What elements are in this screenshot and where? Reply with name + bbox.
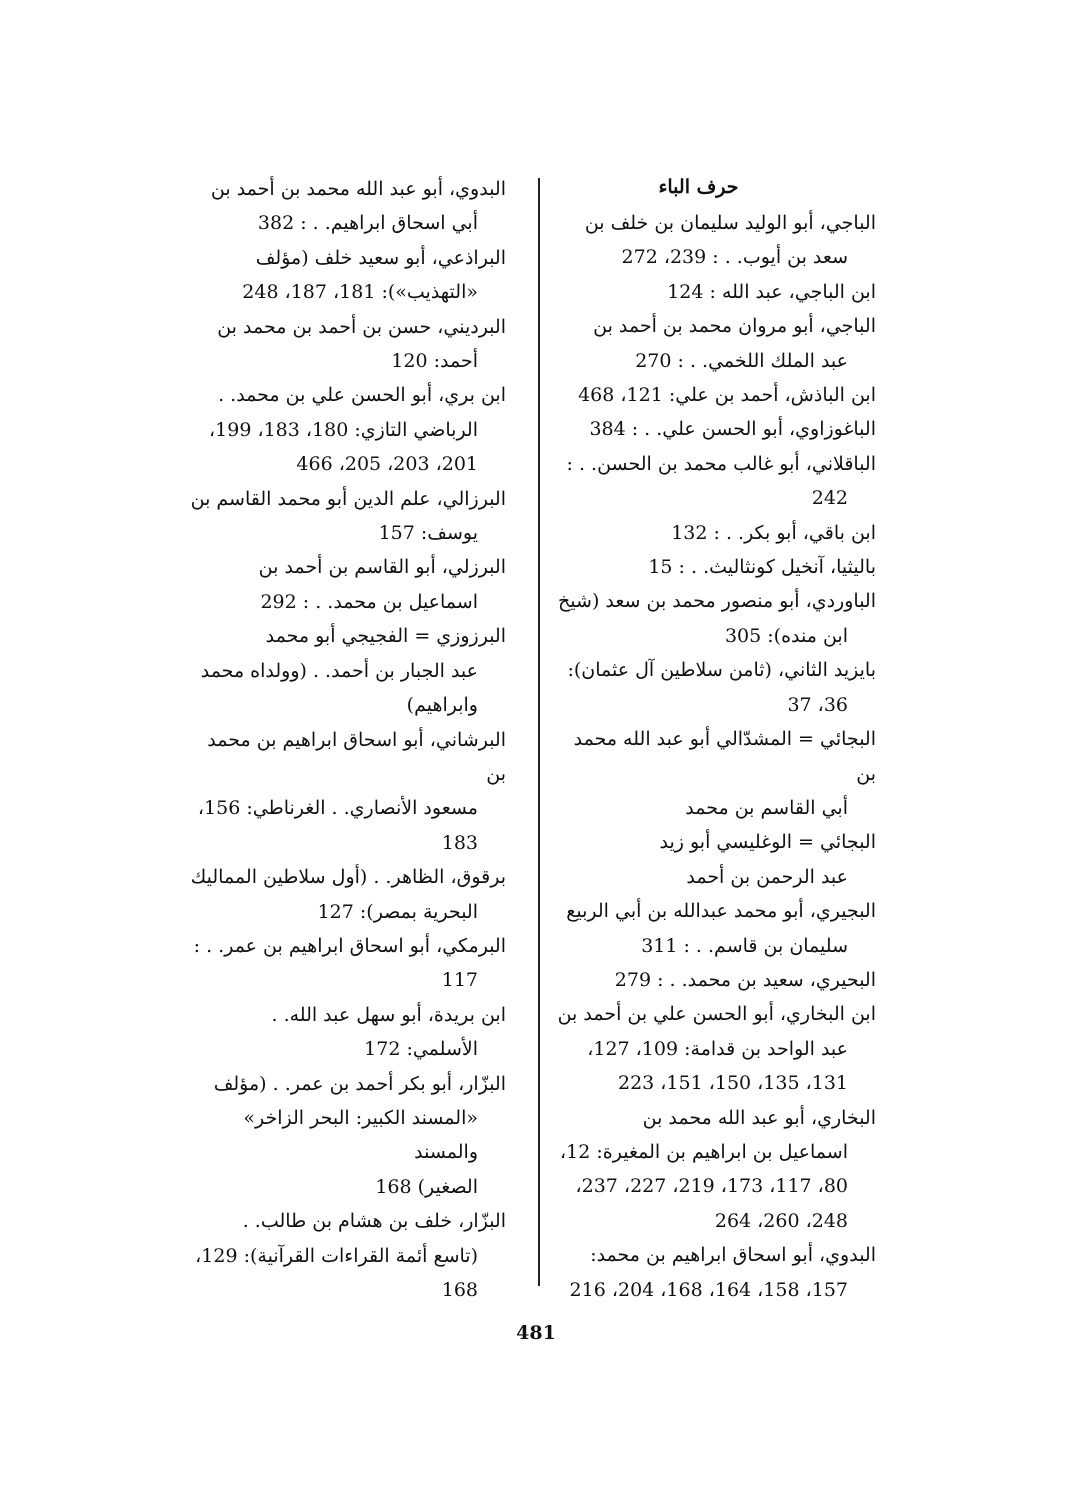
index-entry — [188, 929, 506, 998]
entry-continuation-line: الرباضي التازي: 180، 183، 199، — [209, 418, 478, 441]
index-entry — [188, 1067, 506, 1205]
entry-continuation-line: «المسند الكبير: البحر الزاخر» والمسند — [243, 1106, 478, 1164]
entry-heading-line: البرزوزي = الفجيجي أبو محمد — [265, 625, 506, 648]
left-entries — [188, 172, 506, 1307]
index-entry — [188, 723, 506, 861]
entry-continuation-line: اسماعيل بن محمد. . : 292 — [260, 590, 478, 613]
index-entry — [551, 584, 876, 653]
index-entry — [551, 412, 876, 446]
right-entries — [551, 206, 876, 1307]
index-entry — [551, 894, 876, 963]
index-entry — [188, 241, 506, 310]
index-entry — [551, 516, 876, 550]
entry-heading-line: الباجي، أبو الوليد سليمان بن خلف بن — [584, 212, 876, 234]
index-entry — [188, 172, 506, 241]
entry-heading-line: ابن الباجي، عبد الله : 124 — [667, 280, 876, 303]
entry-continuation-line: أحمد: 120 — [391, 350, 478, 373]
entry-continuation-line: مسعود الأنصاري. . الغرناطي: 156، — [197, 797, 478, 820]
index-entry — [551, 825, 876, 894]
entry-heading-line: ابن البخاري، أبو الحسن علي بن أحمد بن — [557, 1003, 876, 1026]
section-heading: حرف الباء — [658, 176, 739, 198]
index-entry — [551, 550, 876, 584]
entry-heading-line: ابن باقي، أبو بكر. . : 132 — [671, 521, 876, 544]
index-entry — [551, 275, 876, 309]
entry-heading-line: البراذعي، أبو سعيد خلف (مؤلف — [255, 246, 506, 269]
entry-continuation-line: 117 — [441, 969, 478, 992]
entry-continuation-line: 157، 158، 164، 168، 204، 216 — [569, 1278, 848, 1301]
index-entry — [188, 550, 506, 619]
right-column — [551, 172, 876, 1307]
entry-continuation-line: أبي اسحاق ابراهيم. . : 382 — [257, 212, 478, 235]
entry-heading-line: بايزيد الثاني، (ثامن سلاطين آل عثمان): — [567, 659, 876, 682]
entry-heading-line: البرزالي، علم الدين أبو محمد القاسم بن — [190, 487, 506, 510]
entry-heading-line: البرزلي، أبو القاسم بن أحمد بن — [258, 556, 506, 579]
entry-continuation-line: سليمان بن قاسم. . : 311 — [641, 934, 848, 957]
index-entry — [551, 206, 876, 275]
index-entry — [188, 482, 506, 551]
entry-heading-line: برقوق، الظاهر. . (أول سلاطين المماليك — [190, 866, 506, 889]
entry-heading-line: البدوي، أبو اسحاق ابراهيم بن محمد: — [590, 1244, 876, 1267]
index-entry — [188, 619, 506, 722]
entry-continuation-line: 36، 37 — [787, 693, 848, 716]
index-entry — [551, 997, 876, 1100]
entry-heading-line: الباجي، أبو مروان محمد بن أحمد بن — [593, 315, 876, 338]
index-entry — [551, 1101, 876, 1239]
entry-continuation-line: «التهذيب»): 181، 187، 248 — [242, 281, 478, 304]
entry-heading-line: البرمكي، أبو اسحاق ابراهيم بن عمر. . : — [193, 934, 506, 957]
entry-heading-line: البدوي، أبو عبد الله محمد بن أحمد بن — [210, 178, 506, 200]
entry-heading-line: البزّار، أبو بكر أحمد بن عمر. . (مؤلف — [213, 1072, 506, 1095]
page-number: 481 — [516, 1322, 556, 1344]
entry-heading-line: البزّار، خلف بن هشام بن طالب. . — [242, 1210, 506, 1233]
entry-continuation-line: 80، 117، 173، 219، 227، 237، — [575, 1175, 848, 1198]
entry-continuation-line: سعد بن أيوب. . : 239، 272 — [621, 246, 848, 269]
entry-continuation-line: 201، 203، 205، 466 — [296, 453, 478, 476]
entry-continuation-line: اسماعيل بن ابراهيم بن المغيرة: 12، — [560, 1140, 848, 1163]
entry-heading-line: ابن الباذش، أحمد بن علي: 121، 468 — [578, 384, 876, 407]
entry-continuation-line: الأسلمي: 172 — [364, 1038, 478, 1061]
index-entry — [551, 309, 876, 378]
column-divider — [538, 178, 540, 1286]
entry-continuation-line: يوسف: 157 — [378, 522, 478, 545]
entry-continuation-line: وابراهيم) — [406, 694, 478, 717]
entry-heading-line: البحيري، سعيد بن محمد. . : 279 — [614, 968, 876, 991]
left-column — [188, 172, 506, 1307]
entry-continuation-line: 242 — [811, 487, 848, 510]
entry-heading-line: البجائي = الوغليسي أبو زيد — [659, 831, 876, 854]
entry-heading-line: ابن بري، أبو الحسن علي بن محمد. . — [218, 384, 506, 407]
entry-continuation-line: أبي القاسم بن محمد — [685, 796, 848, 819]
index-entry — [188, 310, 506, 379]
entry-heading-line: ابن بريدة، أبو سهل عبد الله. . — [271, 1003, 506, 1026]
entry-heading-line: الباقلاني، أبو غالب محمد بن الحسن. . : — [566, 452, 876, 475]
index-entry — [551, 447, 876, 516]
entry-continuation-line: 168 — [441, 1279, 478, 1301]
index-entry — [551, 378, 876, 412]
entry-heading-line: الباغوزاوي، أبو الحسن علي. . : 384 — [589, 418, 876, 441]
entry-heading-line: البجيري، أبو محمد عبدالله بن أبي الربيع — [566, 900, 876, 923]
index-entry — [551, 963, 876, 997]
entry-heading-line: البجائي = المشدّالي أبو عبد الله محمد بن — [573, 728, 876, 785]
entry-continuation-line: ابن منده): 305 — [724, 624, 848, 647]
entry-continuation-line: 131، 135، 150، 151، 223 — [617, 1072, 848, 1095]
index-entry — [551, 1238, 876, 1307]
index-entry — [551, 653, 876, 722]
index-entry — [188, 1204, 506, 1307]
entry-continuation-line: 248، 260، 264 — [714, 1209, 848, 1232]
index-entry — [551, 722, 876, 825]
entry-continuation-line: عبد الرحمن بن أحمد — [686, 865, 848, 888]
entry-continuation-line: عبد الملك اللخمي. . : 270 — [635, 349, 848, 372]
index-entry — [188, 378, 506, 481]
entry-heading-line: البرشاني، أبو اسحاق ابراهيم بن محمد بن — [207, 728, 506, 785]
entry-continuation-line: البحرية بمصر): 127 — [317, 900, 478, 923]
index-entry — [188, 998, 506, 1067]
entry-continuation-line: 183 — [441, 831, 478, 854]
index-entry — [188, 860, 506, 929]
entry-continuation-line: عبد الجبار بن أحمد. . (وولداه محمد — [200, 659, 478, 682]
entry-continuation-line: عبد الواحد بن قدامة: 109، 127، — [587, 1037, 848, 1060]
entry-continuation-line: الصغير) 168 — [375, 1175, 478, 1198]
entry-heading-line: البخاري، أبو عبد الله محمد بن — [642, 1106, 876, 1129]
entry-heading-line: البرديني، حسن بن أحمد بن محمد بن — [217, 315, 506, 338]
entry-continuation-line: (تاسع أئمة القراءات القرآنية): 129، — [195, 1244, 478, 1267]
entry-heading-line: باليثيا، آنخيل كونثاليث. . : 15 — [648, 556, 876, 579]
entry-heading-line: الباوردي، أبو منصور محمد بن سعد (شيخ — [558, 590, 876, 613]
